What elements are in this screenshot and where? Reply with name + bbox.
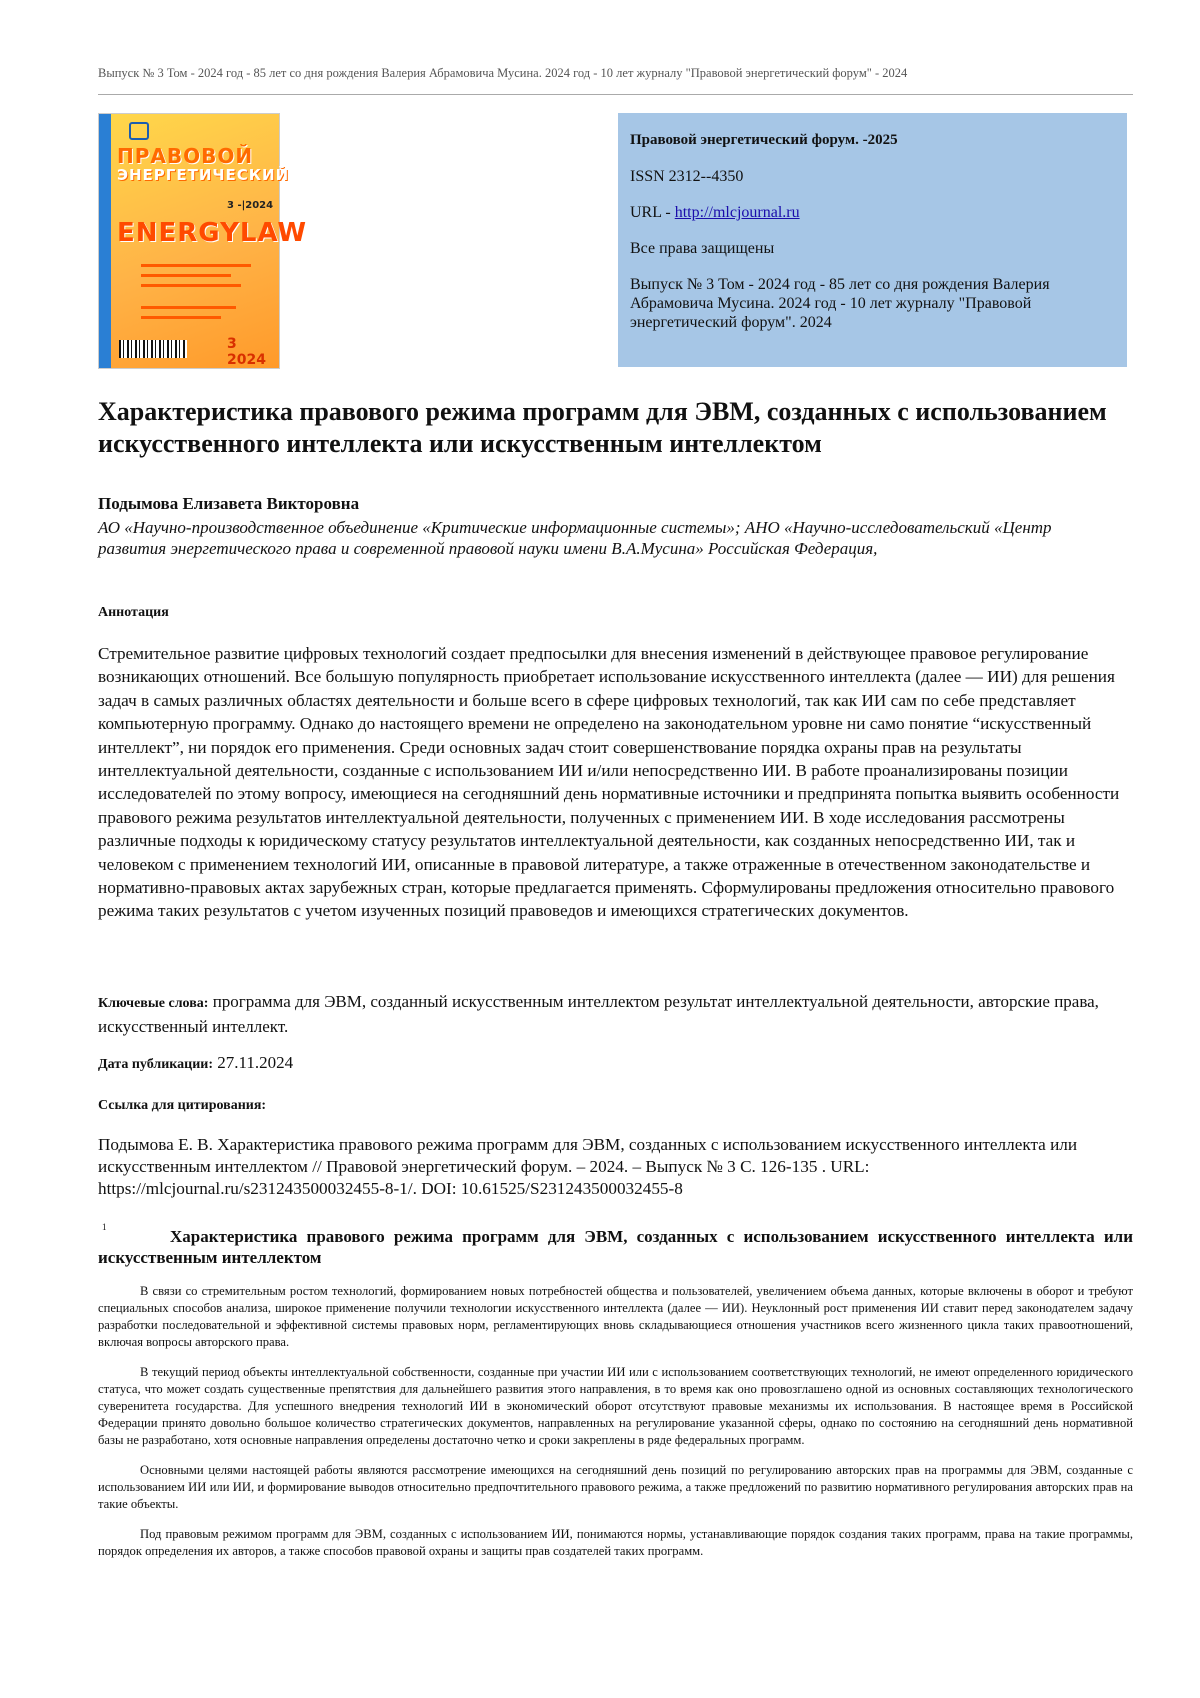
article-title: Характеристика правового режима программ для ЭВМ, созданных с использованием искусственного интеллекта или искусственным интеллектом xyxy=(98,397,1107,458)
abstract-label: Аннотация xyxy=(98,605,169,620)
author-affiliation: АО «Научно-производственное объединение «Критические информационные системы»; АНО «Научно-исследовательский «Центр развития энергетического права и современной правовой науки имени В.А.Мусина» Российская Федерация, xyxy=(98,518,1052,558)
journal-url-link[interactable]: http://mlcjournal.ru xyxy=(674,204,800,221)
publisher-logo-icon xyxy=(129,122,149,140)
header-divider xyxy=(98,94,1133,95)
body-paragraph: Основными целями настоящей работы являются рассмотрение имеющихся на сегодняшний день позиций по регулированию авторских прав на программы для ЭВМ, созданные с использованием ИИ или ИИ, и формирование выводов относительно предпочтительного правового режима, а также предложений по развитию нормативного регулирования авторских прав на такие объекты. xyxy=(98,1463,1133,1511)
pubdate-value: 27.11.2024 xyxy=(217,1053,294,1072)
keywords-label: Ключевые слова: xyxy=(98,996,209,1011)
author-name: Подымова Елизавета Викторовна xyxy=(98,494,360,513)
issue-info: Выпуск № 3 Том - 2024 год - 85 лет со дня рождения Валерия Абрамовича Мусина. 2024 год - 10 лет журналу "Правовой энергетический форум". 2024 xyxy=(630,276,1050,331)
cover-year: 3 2024 xyxy=(227,336,266,368)
abstract-text: Стремительное развитие цифровых технологий создает предпосылки для внесения изменений в действующее правовое регулирование возникающих отношений. Все большую популярность приобретает использование искусственного интеллекта (далее — ИИ) для решения задач в самых различных областях деятельности и больше всего в сфере цифровых технологий, так как ИИ сам по себе представляет компьютерную программу. Однако до настоящего времени не определено на законодательном уровне ни само понятие “искусственный интеллект”, ни порядок его применения. Среди основных задач стоит совершенствование порядка охраны прав на результаты интеллектуальной деятельности, созданные с использованием ИИ и/или непосредственно ИИ. В работе проанализированы позиции исследователей по этому вопросу, имеющиеся на сегодняшний день нормативные источники и предпринята попытка выявить особенности правового режима результатов интеллектуальной деятельности, полученных с применением ИИ. В ходе исследования рассмотрены различные подходы к юридическому статусу результатов интеллектуальной деятельности, как созданных непосредственно ИИ, так и человеком с применением технологий ИИ, описанные в правовой литературе, а также отраженные в отечественном законодательстве и нормативно-правовых актах зарубежных стран, которые предлагается применять. Сформулированы предложения относительно правового режима таких результатов с учетом изученных позиций правоведов и имеющихся стратегических документов. xyxy=(98,644,1120,921)
cover-title-en: ENERGYLAW xyxy=(117,218,308,248)
citation-text: Подымова Е. В. Характеристика правового режима программ для ЭВМ, созданных с использованием искусственного интеллекта или искусственным интеллектом // Правовой энергетический форум. – 2024. – Выпуск № 3 С. 126-135 . URL: https://mlcjournal.ru/s231243500032455-8-1/. DOI: 10.61525/S231243500032455-8 xyxy=(98,1135,1078,1198)
article-body xyxy=(98,1283,1133,1573)
section-footnote-marker: 1 xyxy=(102,1222,107,1232)
running-head: Выпуск № 3 Том - 2024 год - 85 лет со дня рождения Валерия Абрамовича Мусина. 2024 год - 10 лет журналу "Правовой энергетический форум" - 2024 xyxy=(98,66,908,80)
keywords xyxy=(98,990,1138,1038)
url-prefix: URL - xyxy=(630,204,675,221)
cover-text-line xyxy=(141,316,221,319)
cover-title-line1: ПРАВОВОЙ xyxy=(117,144,254,168)
issn: ISSN 2312--4350 xyxy=(630,168,744,185)
journal-name: Правовой энергетический форум. -2025 xyxy=(630,132,898,148)
journal-url-line xyxy=(630,203,1115,222)
body-paragraph: Под правовым режимом программ для ЭВМ, созданных с использованием ИИ, понимаются нормы, устанавливающие порядок создания таких программ, права на такие программы, порядок определения их авторов, а также способов правовой охраны и защиты прав создателей таких программ. xyxy=(98,1527,1133,1558)
journal-cover-image xyxy=(98,113,308,369)
citation-label: Ссылка для цитирования: xyxy=(98,1098,267,1113)
keywords-text: программа для ЭВМ, созданный искусственным интеллектом результат интеллектуальной деятельности, авторские права, искусственный интеллект. xyxy=(98,992,1099,1036)
pubdate-label: Дата публикации: xyxy=(98,1057,213,1072)
section-title: Характеристика правового режима программ для ЭВМ, созданных с использованием искусственного интеллекта или искусственным интеллектом xyxy=(98,1227,1133,1267)
cover-issue-tag: 3 -|2024 xyxy=(227,200,274,211)
publication-date xyxy=(98,1053,293,1073)
cover-text-line xyxy=(141,274,231,277)
journal-info-box xyxy=(618,113,1127,367)
cover-text-line xyxy=(141,284,241,287)
rights-notice: Все права защищены xyxy=(630,240,775,257)
body-paragraph: В связи со стремительным ростом технологий, формированием новых потребностей общества и пользователей, увеличением объема данных, которые включены в оборот и требуют специальных способов анализа, широкое применение получили технологии искусственного интеллекта (далее — ИИ). Неуклонный рост применения ИИ ставит перед законодателем задачу разработки последовательной и эффективной системы правовых норм, регламентирующих вновь складывающиеся отношения участников всего жизненного цикла таких правоотношений, включая вопросы авторского права. xyxy=(98,1284,1133,1349)
cover-title-line2: ЭНЕРГЕТИЧЕСКИЙ xyxy=(117,166,290,184)
cover-text-line xyxy=(141,306,236,309)
cover-text-line xyxy=(141,264,251,267)
body-paragraph: В текущий период объекты интеллектуальной собственности, созданные при участии ИИ или с использованием соответствующих технологий, не имеют определенного юридического статуса, что может создать существенные препятствия для дальнейшего развития этого направления, в то время как оно провозглашено одной из основных составляющих технологического суверенитета государства. Для успешного внедрения технологий ИИ в экономический оборот отсутствуют правовые механизмы их использования. В настоящее время в Российской Федерации принято довольно большое количество стратегических документов, направленных на регулирование указанной сферы, однако по состоянию на сегодняшний день нормативной базы не разработано, хотя основные направления определены достаточно четко и сроки закреплены в ряде федеральных программ. xyxy=(98,1365,1133,1447)
cover-side-band xyxy=(99,114,111,368)
cover-barcode xyxy=(119,340,187,358)
